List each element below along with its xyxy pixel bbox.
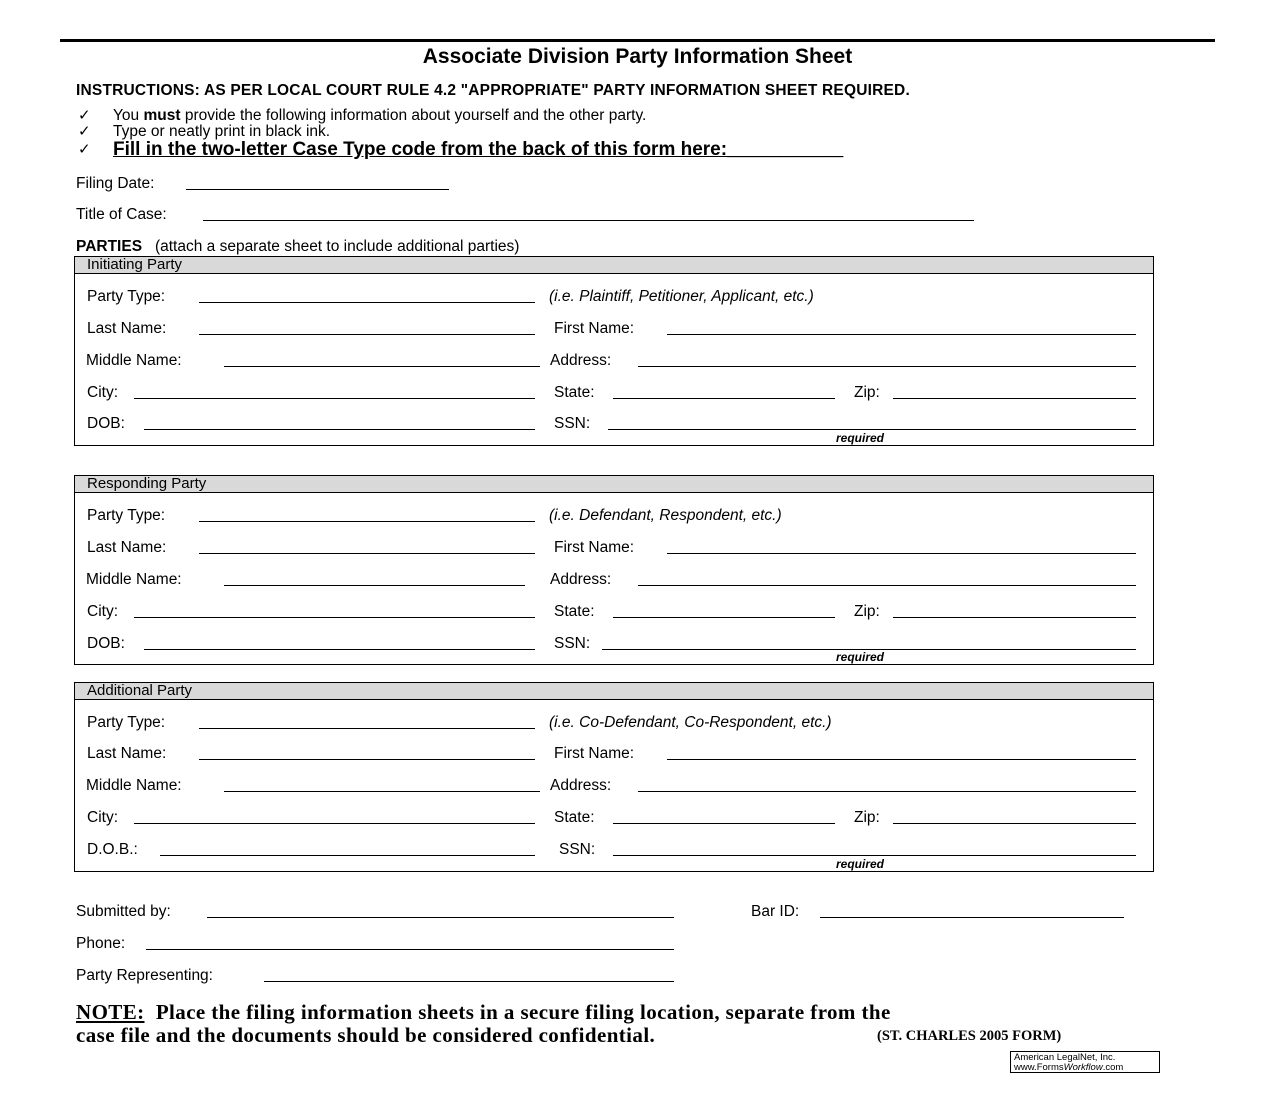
checkmark-icon: ✓ xyxy=(78,107,91,124)
first-name-label: First Name: xyxy=(554,539,635,556)
bar-id-label: Bar ID: xyxy=(751,903,800,920)
last-name-label: Last Name: xyxy=(87,320,167,337)
additional-state-field[interactable] xyxy=(613,823,835,824)
filing-date-label: Filing Date: xyxy=(76,175,155,192)
additional-dob-field[interactable] xyxy=(160,855,535,856)
responding-first-name-field[interactable] xyxy=(667,553,1136,554)
submitted-by-label: Submitted by: xyxy=(76,903,171,920)
responding-dob-field[interactable] xyxy=(144,649,535,650)
stamp-line-1: American LegalNet, Inc. xyxy=(1014,1052,1116,1063)
required-note: required xyxy=(836,857,885,871)
phone-label: Phone: xyxy=(76,935,126,952)
initiating-ssn-field[interactable] xyxy=(608,429,1136,430)
bullet-emphasis: must xyxy=(143,107,181,124)
party-type-label: Party Type: xyxy=(87,288,166,305)
stamp-text: Workflow xyxy=(1063,1062,1103,1073)
party-type-hint: (i.e. Defendant, Respondent, etc.) xyxy=(549,507,782,524)
dob-label: DOB: xyxy=(87,415,125,432)
additional-city-field[interactable] xyxy=(134,823,535,824)
form-identifier: (ST. CHARLES 2005 FORM) xyxy=(877,1028,1062,1044)
additional-party-section xyxy=(74,682,1154,872)
ssn-label: SSN: xyxy=(554,415,591,432)
initiating-party-section xyxy=(74,256,1154,446)
party-type-hint: (i.e. Co-Defendant, Co-Respondent, etc.) xyxy=(549,714,832,731)
last-name-label: Last Name: xyxy=(87,539,167,556)
responding-zip-field[interactable] xyxy=(893,617,1136,618)
zip-label: Zip: xyxy=(854,384,880,401)
party-type-hint: (i.e. Plaintiff, Petitioner, Applicant, etc.) xyxy=(549,288,814,305)
title-of-case-field[interactable] xyxy=(203,220,974,221)
required-note: required xyxy=(836,431,885,445)
ssn-label: SSN: xyxy=(559,841,596,858)
checkmark-icon: ✓ xyxy=(78,141,91,158)
instructions: INSTRUCTIONS: AS PER LOCAL COURT RULE 4.2 "APPROPRIATE" PARTY INFORMATION SHEET REQUIRED. xyxy=(76,82,910,99)
note-label: NOTE: xyxy=(76,1000,145,1024)
initiating-state-field[interactable] xyxy=(613,398,835,399)
page-title: Associate Division Party Information Sheet xyxy=(422,45,853,68)
dob-label: DOB: xyxy=(87,635,125,652)
filing-date-field[interactable] xyxy=(186,189,449,190)
additional-last-name-field[interactable] xyxy=(199,759,535,760)
middle-name-label: Middle Name: xyxy=(86,571,182,588)
party-representing-field[interactable] xyxy=(264,981,674,982)
note-line-1 xyxy=(76,1000,891,1025)
phone-field[interactable] xyxy=(146,949,674,950)
state-label: State: xyxy=(554,384,595,401)
initiating-party-type-field[interactable] xyxy=(199,302,535,303)
city-label: City: xyxy=(87,603,118,620)
bullet-text: You xyxy=(113,107,144,124)
middle-name-label: Middle Name: xyxy=(86,777,182,794)
middle-name-label: Middle Name: xyxy=(86,352,182,369)
responding-party-type-field[interactable] xyxy=(199,521,535,522)
additional-zip-field[interactable] xyxy=(893,823,1136,824)
zip-label: Zip: xyxy=(854,809,880,826)
responding-address-field[interactable] xyxy=(638,585,1136,586)
publisher-stamp xyxy=(1010,1051,1160,1073)
responding-city-field[interactable] xyxy=(134,617,535,618)
responding-last-name-field[interactable] xyxy=(199,553,535,554)
submitted-by-field[interactable] xyxy=(207,917,674,918)
title-of-case-label: Title of Case: xyxy=(76,206,167,223)
required-note: required xyxy=(836,650,885,664)
parties-label: PARTIES xyxy=(76,238,143,255)
bullet-text: provide the following information about yourself and the other party. xyxy=(180,107,647,124)
parties-note: (attach a separate sheet to include additional parties) xyxy=(154,238,520,255)
stamp-text: .com xyxy=(1102,1062,1124,1073)
party-type-label: Party Type: xyxy=(87,507,166,524)
initiating-city-field[interactable] xyxy=(134,398,535,399)
bullet-case-type-code[interactable]: Fill in the two-letter Case Type code from the back of this form here:___________ xyxy=(113,139,844,160)
additional-address-field[interactable] xyxy=(638,791,1136,792)
initiating-party-header: Initiating Party xyxy=(75,257,1153,274)
top-rule xyxy=(60,39,1215,42)
dob-label: D.O.B.: xyxy=(87,841,138,858)
initiating-middle-name-field[interactable] xyxy=(224,366,540,367)
additional-first-name-field[interactable] xyxy=(667,759,1136,760)
additional-ssn-field[interactable] xyxy=(613,855,1136,856)
party-type-label: Party Type: xyxy=(87,714,166,731)
additional-party-type-field[interactable] xyxy=(199,728,535,729)
initiating-zip-field[interactable] xyxy=(893,398,1136,399)
additional-party-header: Additional Party xyxy=(75,683,1153,700)
initiating-first-name-field[interactable] xyxy=(667,334,1136,335)
initiating-address-field[interactable] xyxy=(638,366,1136,367)
city-label: City: xyxy=(87,384,118,401)
ssn-label: SSN: xyxy=(554,635,591,652)
address-label: Address: xyxy=(550,777,612,794)
zip-label: Zip: xyxy=(854,603,880,620)
state-label: State: xyxy=(554,603,595,620)
last-name-label: Last Name: xyxy=(87,745,167,762)
initiating-dob-field[interactable] xyxy=(144,429,535,430)
additional-middle-name-field[interactable] xyxy=(224,791,540,792)
note-text: Place the filing information sheets in a secure filing location, separate from the xyxy=(155,1000,891,1024)
bar-id-field[interactable] xyxy=(820,917,1124,918)
responding-party-section xyxy=(74,475,1154,665)
stamp-line-2 xyxy=(1014,1063,1156,1073)
city-label: City: xyxy=(87,809,118,826)
first-name-label: First Name: xyxy=(554,320,635,337)
first-name-label: First Name: xyxy=(554,745,635,762)
bullet-black-ink: Type or neatly print in black ink. xyxy=(113,123,331,140)
responding-party-header: Responding Party xyxy=(75,476,1153,493)
stamp-text: www.Forms xyxy=(1014,1062,1064,1073)
parties-heading xyxy=(76,238,519,256)
responding-state-field[interactable] xyxy=(613,617,835,618)
responding-middle-name-field[interactable] xyxy=(224,585,525,586)
address-label: Address: xyxy=(550,571,612,588)
checkmark-icon: ✓ xyxy=(78,123,91,140)
note-line-2: case file and the documents should be considered confidential. xyxy=(76,1023,656,1047)
initiating-last-name-field[interactable] xyxy=(199,334,535,335)
party-representing-label: Party Representing: xyxy=(76,967,213,984)
address-label: Address: xyxy=(550,352,612,369)
state-label: State: xyxy=(554,809,595,826)
